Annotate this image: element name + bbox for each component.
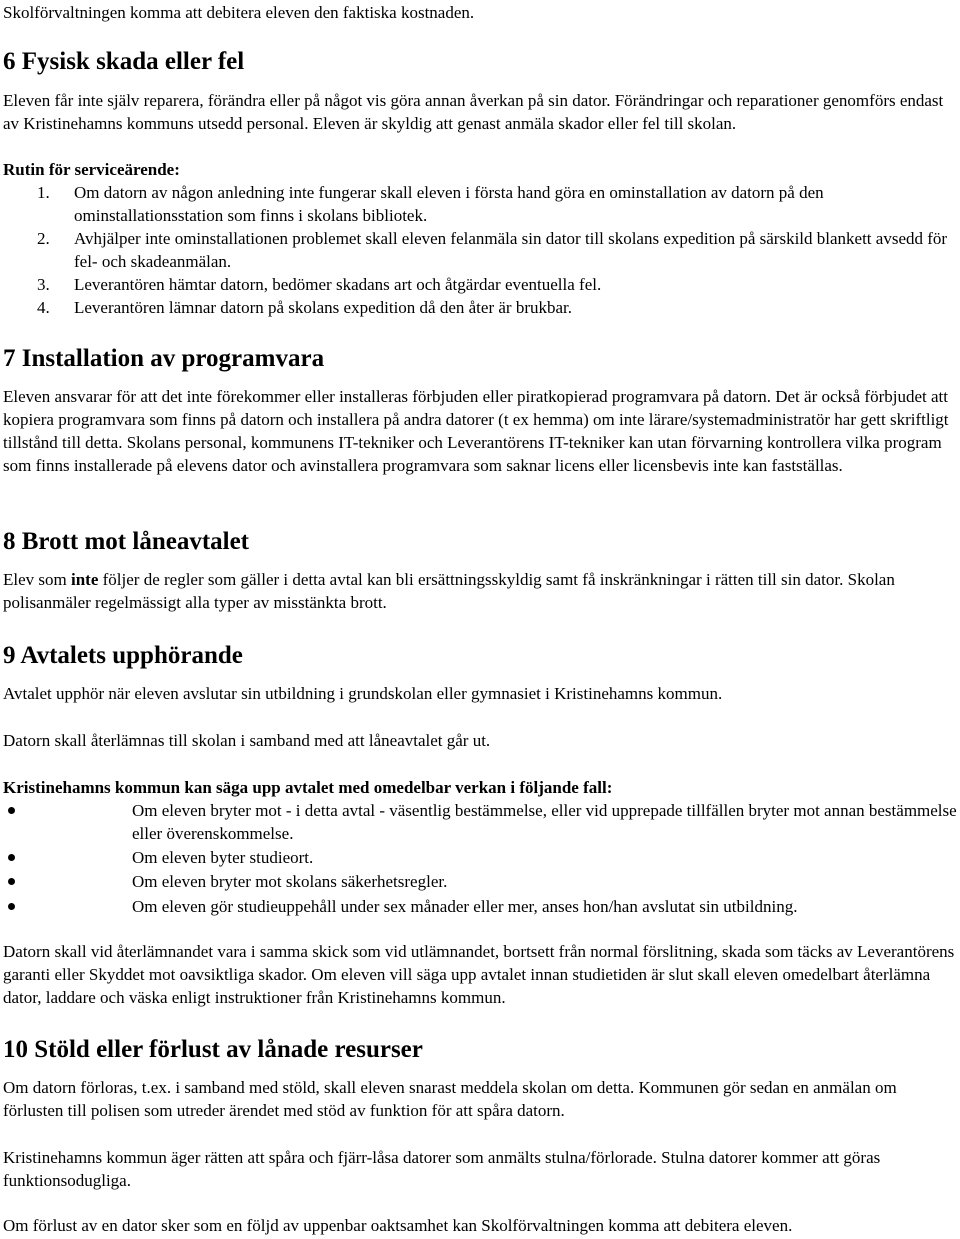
section-8-body	[3, 568, 958, 614]
step-text: Leverantören lämnar datorn på skolans expedition då den åter är brukbar.	[74, 298, 572, 317]
section-8-body-end: följer de regler som gäller i detta avtal kan bli ersättningsskyldig samt få inskränkningar i rätten till sin dator. Skolan polisanmäler regelmässigt alla typer av misstänkta brott.	[3, 570, 895, 612]
section-10-paragraph: Kristinehamns kommun äger rätten att spåra och fjärr-låsa datorer som anmälts stulna/förlorade. Stulna datorer kommer att göras funktionsodugliga.	[3, 1148, 881, 1190]
termination-case-item	[3, 870, 958, 893]
section-8-emphasis: inte	[71, 570, 99, 589]
bullet-icon	[8, 878, 15, 885]
section-10-paragraph: Om datorn förloras, t.ex. i samband med stöld, skall eleven snarast meddela skolan om detta. Kommunen gör sedan en anmälan om förlusten till polisen som utreder ärendet med stöd av funktion för att spåra datorn.	[3, 1078, 897, 1120]
section-9-paragraph: Datorn skall vid återlämnandet vara i samma skick som vid utlämnandet, bortsett från normal förslitning, skada som täcks av Leverantörens garanti eller Skyddet mot oavsiktliga skador. Om eleven vill säga upp avtalet innan studietiden är slut skall eleven omedelbart återlämna dator, laddare och väska enligt instruktioner från Kristinehamns kommun.	[3, 942, 955, 1007]
service-step	[3, 181, 956, 227]
termination-case-text: Om eleven gör studieuppehåll under sex månader eller mer, anses hon/han avslutat sin utbildning.	[132, 897, 798, 916]
termination-case-item	[3, 799, 958, 845]
step-number: 2.	[37, 229, 50, 248]
section-9-paragraph: Datorn skall återlämnas till skolan i samband med att låneavtalet går ut.	[3, 731, 491, 750]
section-6-title: 6 Fysisk skada eller fel	[3, 48, 245, 75]
section-9-paragraph: Avtalet upphör när eleven avslutar sin utbildning i grundskolan eller gymnasiet i Kristinehamns kommun.	[3, 684, 723, 703]
bullet-icon	[8, 854, 15, 861]
bullet-icon	[8, 903, 15, 910]
step-number: 1.	[37, 183, 50, 202]
section-7-title: 7 Installation av programvara	[3, 345, 325, 372]
carryover-paragraph: Skolförvaltningen komma att debitera eleven den faktiska kostnaden.	[3, 3, 475, 22]
section-10-title: 10 Stöld eller förlust av lånade resurser	[3, 1036, 423, 1063]
section-8-body-start: Elev som	[3, 570, 71, 589]
section-10-paragraph: Om förlust av en dator sker som en följd av uppenbar oaktsamhet kan Skolförvaltningen komma att debitera eleven.	[3, 1216, 793, 1235]
section-9-title: 9 Avtalets upphörande	[3, 642, 243, 669]
section-6-body: Eleven får inte själv reparera, förändra eller på något vis göra annan åverkan på sin dator. Förändringar och reparationer genomförs endast av Kristinehamns kommuns utsedd personal. Eleven är skyldig att genast anmäla skador eller fel till skolan.	[3, 91, 944, 133]
service-step	[3, 273, 956, 296]
termination-case-text: Om eleven bryter mot skolans säkerhetsregler.	[132, 872, 448, 891]
step-text: Om datorn av någon anledning inte fungerar skall eleven i första hand göra en ominstallation av datorn på den ominstallationsstation som finns i skolans bibliotek.	[74, 183, 824, 225]
service-step	[3, 227, 956, 273]
termination-cases-heading: Kristinehamns kommun kan säga upp avtalet med omedelbar verkan i följande fall:	[3, 778, 613, 797]
service-routine-heading: Rutin för serviceärende:	[3, 160, 180, 179]
step-number: 4.	[37, 298, 50, 317]
step-number: 3.	[37, 275, 50, 294]
termination-case-item	[3, 895, 958, 918]
termination-case-text: Om eleven byter studieort.	[132, 848, 314, 867]
service-step	[3, 296, 956, 319]
section-8-title: 8 Brott mot låneavtalet	[3, 528, 250, 555]
section-7-body: Eleven ansvarar för att det inte förekommer eller installeras förbjuden eller piratkopierad programvara på datorn. Det är också förbjudet att kopiera programvara som finns på datorn och installera på andra datorer (t ex hemma) om inte lärare/systemadministratör har gett skriftligt tillstånd till detta. Skolans personal, kommunens IT-tekniker och Leverantörens IT-tekniker kan utan förvarning kontrollera vilka program som finns installerade på elevens dator och avinstallera programvara som saknar licens eller licensbevis inte kan fastställas.	[3, 387, 949, 475]
termination-case-item	[3, 846, 958, 869]
termination-case-text: Om eleven bryter mot - i detta avtal - väsentlig bestämmelse, eller vid upprepade tillfällen bryter mot annan bestämmelse eller överenskommelse.	[132, 801, 957, 843]
bullet-icon	[8, 807, 15, 814]
step-text: Leverantören hämtar datorn, bedömer skadans art och åtgärdar eventuella fel.	[74, 275, 602, 294]
step-text: Avhjälper inte ominstallationen problemet skall eleven felanmäla sin dator till skolans expedition på särskild blankett avsedd för fel- och skadeanmälan.	[74, 229, 948, 271]
